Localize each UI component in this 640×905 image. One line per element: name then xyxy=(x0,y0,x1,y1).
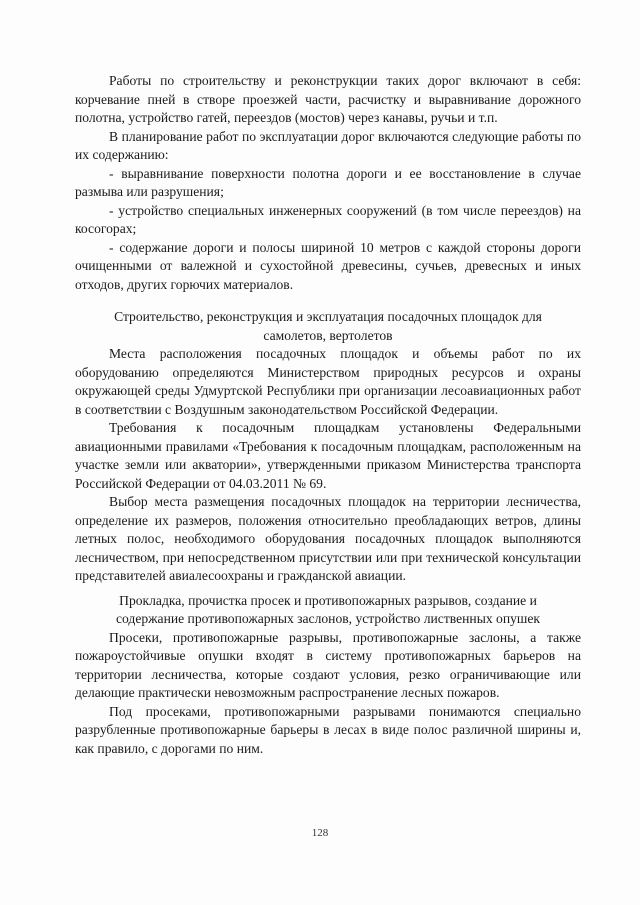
paragraph: Места расположения посадочных площадок и объемы работ по их оборудованию определяются Министерством природных ресурсов и охраны окружающей среды Удмуртской Республики при организации лесоавиационных работ в соответствии с Воздушным законодательством Российской Федерации. xyxy=(75,346,581,417)
list-item: - выравнивание поверхности полотна дороги и ее восстановление в случае размыва или разрушения; xyxy=(75,165,581,199)
list-item: - содержание дороги и полосы шириной 10 метров с каждой стороны дороги очищенными от валежной и сухостойной древесины, сучьев, древесных и иных отходов, других горючих материалов. xyxy=(75,239,581,292)
paragraph: Требования к посадочным площадкам установлены Федеральными авиационными правилами «Требования к посадочным площадкам, расположенным на участке земли или акватории», утвержденными приказом Министерства транспорта Российской Федерации от 04.03.2011 № 69. xyxy=(75,420,581,491)
page-number: 128 xyxy=(311,827,329,839)
paragraph: Под просеками, противопожарными разрывами понимаются специально разрубленные противопожарные барьеры в лесах в виде полос различной ширины и, как правило, с дорогами по ним. xyxy=(75,703,581,756)
paragraph: В планирование работ по эксплуатации дорог включаются следующие работы по их содержанию: xyxy=(75,128,581,162)
list-item: - устройство специальных инженерных сооружений (в том числе переездов) на косогорах; xyxy=(75,202,581,236)
paragraph: Выбор места размещения посадочных площадок на территории лесничества, определение их размеров, положения относительно преобладающих ветров, длины летных полос, необходимого оборудования посадочных площадок выполняются лесничеством, при непосредственном присутствии или при технической консультации представителей авиалесоохраны и гражданской авиации. xyxy=(75,494,581,583)
paragraph: Просеки, противопожарные разрывы, противопожарные заслоны, а также пожароустойчивые опушки входят в систему противопожарных барьеров на территории лесничества, которые создают условия, резко ограничивающие или делающие практически невозможным распространение лесных пожаров. xyxy=(75,629,581,700)
paragraph: Работы по строительству и реконструкции таких дорог включают в себя: корчевание пней в створе проезжей части, расчистку и выравнивание дорожного полотна, устройство гатей, переездов (мостов) через канавы, ручьи и т.п. xyxy=(75,73,581,125)
page-content xyxy=(75,72,581,758)
section-heading: Строительство, реконструкция и эксплуатация посадочных площадок для самолетов, вертолетов xyxy=(114,309,542,343)
section-heading: Прокладка, прочистка просек и противопожарных разрывов, создание и содержание противопожарных заслонов, устройство лиственных опушек xyxy=(115,592,541,626)
